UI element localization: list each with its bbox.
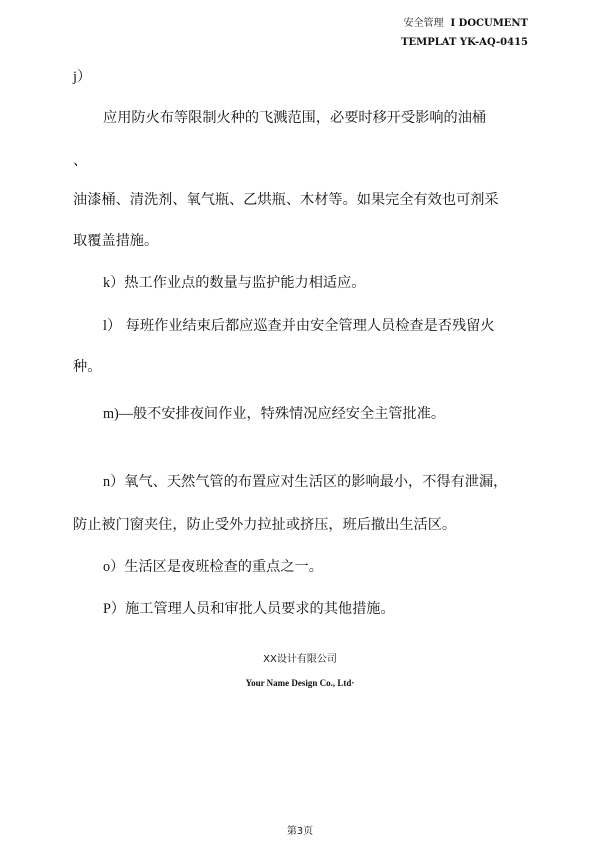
item-n-line-1 (103, 471, 563, 491)
item-p-label: P） (103, 601, 126, 617)
item-j-label: j） (73, 69, 92, 85)
item-o (103, 556, 563, 576)
item-l-line-2: 种。 (73, 359, 102, 375)
item-m-label: m)— (103, 406, 133, 422)
footer-company-name-cn: XX设计有限公司 (263, 654, 337, 665)
item-j-line-3: 油漆桶、清洗剂、氧气瓶、乙烘瓶、木材等。如果完全有效也可剂采 (73, 192, 499, 208)
document-header (401, 14, 528, 52)
item-n-line-2: 防止被门窗夹住，防止受外力拉扯或挤压，班后撤出生活区。 (73, 517, 457, 533)
item-j-line-4: 取覆盖措施。 (73, 233, 159, 249)
item-m-text: 般不安排夜间作业，特殊情况应经安全主管批准。 (132, 406, 446, 422)
header-category: 安全管理 (403, 18, 444, 29)
item-j-line-1: 应用防火布等限制火种的飞溅范围，必要时移开受影响的油桶 (103, 110, 487, 126)
page-number: 第3页 (286, 826, 314, 837)
item-j-line-2: 、 (73, 153, 88, 169)
item-o-text: 生活区是夜班检查的重点之一。 (124, 559, 323, 575)
item-n-text: 氧气、天然气管的布置应对生活区的影响最小，不得有泄漏， (124, 474, 508, 490)
header-template-code: TEMPLAT YK-AQ-0415 (401, 37, 528, 48)
item-k (103, 272, 563, 292)
item-n-label: n） (103, 474, 125, 490)
item-k-text: 热工作业点的数量与监护能力相适应。 (124, 275, 366, 291)
item-l-text: 每班作业结束后都应巡查并由安全管理人员检查是否残留火 (125, 318, 495, 334)
item-l-label: l） (103, 318, 122, 334)
footer-company-name-en: Your Name Design Co., Ltd· (245, 678, 355, 688)
item-l-line-1 (103, 315, 563, 335)
header-document-label: I DOCUMENT (450, 18, 528, 29)
item-o-label: o） (103, 559, 125, 575)
item-m (103, 403, 563, 423)
item-k-label: k） (103, 275, 125, 291)
item-p (103, 598, 563, 618)
item-p-text: 施工管理人员和审批人员要求的其他措施。 (125, 601, 395, 617)
header-line-1 (401, 14, 528, 33)
